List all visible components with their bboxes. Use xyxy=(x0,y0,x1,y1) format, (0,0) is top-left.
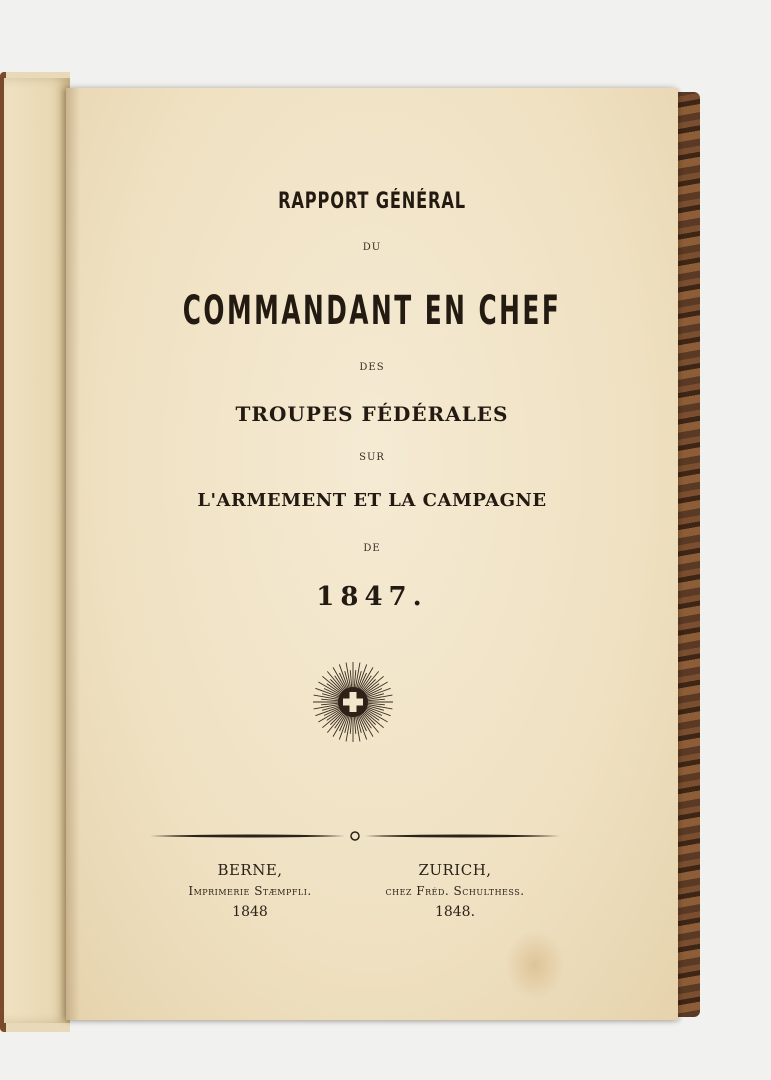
title-line-5: TROUPES FÉDÉRALES xyxy=(235,402,509,426)
imprint-zurich xyxy=(355,860,555,923)
title-line-1: RAPPORT GÉNÉRAL xyxy=(278,189,466,214)
ornamental-rule xyxy=(150,830,560,842)
imprint-year: 1848. xyxy=(434,904,476,920)
imprint-publisher: chez Fréd. Schulthess. xyxy=(385,884,525,898)
imprint-city: ZURICH, xyxy=(418,861,492,879)
imprint-city: BERNE, xyxy=(217,861,283,879)
title-line-8: DE xyxy=(363,543,381,554)
imprint-berne xyxy=(160,860,340,923)
imprint-publisher: Imprimerie Stæmpfli. xyxy=(188,884,312,898)
facing-page xyxy=(4,78,70,1023)
title-line-7: L'ARMEMENT ET LA CAMPAGNE xyxy=(197,490,547,511)
page-gutter-shadow xyxy=(66,88,80,1020)
swiss-cross-sunburst-icon xyxy=(311,660,395,744)
title-line-2: DU xyxy=(362,242,382,253)
foxing-stain xyxy=(505,930,565,1000)
title-line-4: DES xyxy=(359,362,385,373)
title-year: 1847. xyxy=(316,582,428,612)
title-line-3: COMMANDANT EN CHEF xyxy=(182,288,562,334)
imprint-year: 1848 xyxy=(232,904,268,920)
title-line-6: SUR xyxy=(359,452,385,463)
